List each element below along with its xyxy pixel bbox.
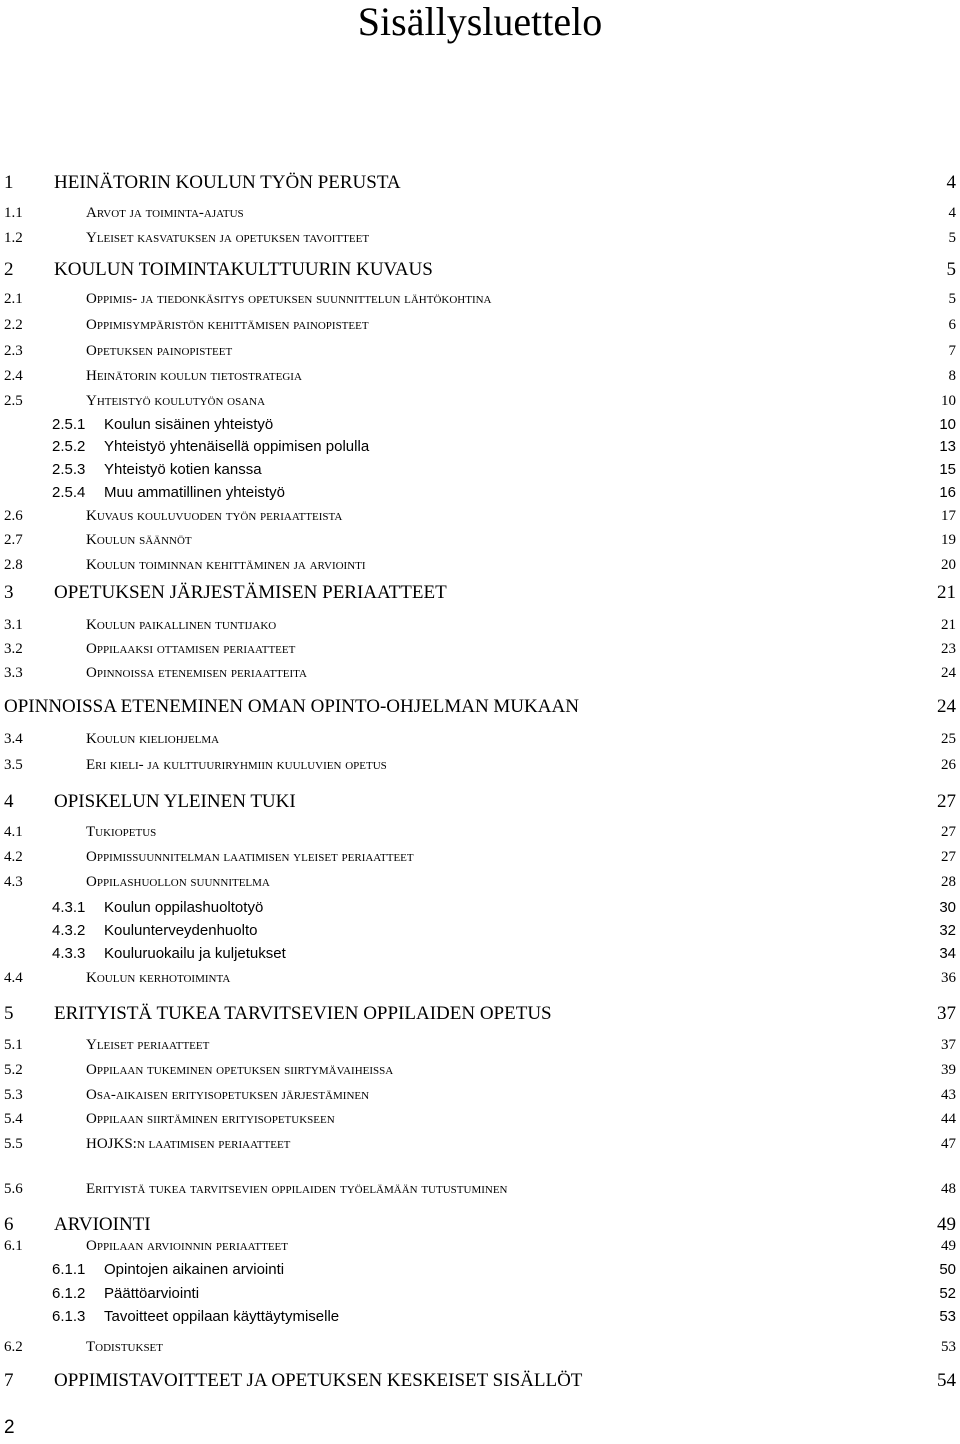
toc-entry-number: 1.1 <box>4 205 23 221</box>
toc-entry-number: 2.6 <box>4 508 23 524</box>
toc-entry[interactable] <box>4 849 956 871</box>
toc-entry-title: Yhteistyö yhtenäisellä oppimisen polulla <box>104 438 370 455</box>
toc-entry-title: Koulun kieliohjelma <box>86 731 220 747</box>
toc-entry-page: 5 <box>946 259 956 280</box>
toc-entry-page: 47 <box>941 1136 956 1152</box>
toc-entry-number: 2.5.2 <box>52 438 86 455</box>
toc-entry-number: 5.3 <box>4 1087 23 1103</box>
toc-entry-title: Oppimis- ja tiedonkäsitys opetuksen suunnittelun lähtökohtina <box>86 291 492 307</box>
toc-entry[interactable] <box>4 393 956 415</box>
toc-entry-page: 10 <box>939 416 956 433</box>
toc-entry-title: Tavoitteet oppilaan käyttäytymiselle <box>104 1308 340 1325</box>
toc-entry-number: 2.5.3 <box>52 461 86 478</box>
toc-entry-title: ERITYISTÄ TUKEA TARVITSEVIEN OPPILAIDEN OPETUS <box>54 1003 552 1024</box>
toc-entry-number: 3 <box>4 582 14 603</box>
toc-entry-title: Kuvaus kouluvuoden työn periaatteista <box>86 508 343 524</box>
toc-entry-page: 6 <box>948 317 956 333</box>
toc-entry-page: 26 <box>941 757 956 773</box>
toc-entry-number: 3.2 <box>4 641 23 657</box>
toc-entry-number: 2.7 <box>4 532 23 548</box>
toc-entry-number: 4.3.3 <box>52 945 86 962</box>
toc-entry[interactable] <box>4 922 956 944</box>
toc-entry-page: 44 <box>941 1111 956 1127</box>
toc-entry-number: 4 <box>4 791 14 812</box>
toc-entry[interactable] <box>4 1285 956 1307</box>
toc-entry[interactable] <box>4 899 956 921</box>
toc-entry[interactable] <box>4 874 956 896</box>
toc-entry-title: Opinnoissa etenemisen periaatteita <box>86 665 307 681</box>
toc-entry-title: Heinätorin koulun tietostrategia <box>86 368 302 384</box>
toc-entry-page: 17 <box>941 508 956 524</box>
toc-entry-title: Oppilashuollon suunnitelma <box>86 874 270 890</box>
toc-entry-number: 3.4 <box>4 731 23 747</box>
toc-entry[interactable] <box>4 757 956 779</box>
toc-entry[interactable] <box>4 291 956 313</box>
toc-entry-page: 21 <box>937 582 956 603</box>
toc-entry-page: 24 <box>941 665 956 681</box>
toc-entry-title: Osa-aikaisen erityisopetuksen järjestäminen <box>86 1087 370 1103</box>
toc-entry-page: 49 <box>937 1214 956 1235</box>
toc-entry[interactable] <box>4 461 956 483</box>
toc-entry-title: HEINÄTORIN KOULUN TYÖN PERUSTA <box>54 172 401 193</box>
toc-entry[interactable] <box>4 824 956 846</box>
toc-entry-page: 23 <box>941 641 956 657</box>
toc-entry[interactable] <box>4 1238 956 1260</box>
toc-entry-title: ARVIOINTI <box>54 1214 151 1235</box>
toc-entry-number: 5.4 <box>4 1111 23 1127</box>
toc-entry-title: OPPIMISTAVOITTEET JA OPETUKSEN KESKEISET SISÄLLÖT <box>54 1370 583 1391</box>
toc-entry-title: Päättöarviointi <box>104 1285 200 1302</box>
toc-entry-number: 2.5.4 <box>52 484 86 501</box>
toc-entry-page: 30 <box>939 899 956 916</box>
toc-entry[interactable] <box>4 259 956 281</box>
toc-entry-page: 28 <box>941 874 956 890</box>
toc-entry-page: 37 <box>941 1037 956 1053</box>
toc-entry[interactable] <box>4 1214 956 1236</box>
toc-entry[interactable] <box>4 970 956 992</box>
toc-entry-page: 32 <box>939 922 956 939</box>
toc-entry[interactable] <box>4 582 956 604</box>
toc-entry-title: Tukiopetus <box>86 824 157 840</box>
toc-entry-title: Koulun sisäinen yhteistyö <box>104 416 274 433</box>
toc-entry-title: Oppimissuunnitelman laatimisen yleiset periaatteet <box>86 849 414 865</box>
toc-entry-page: 37 <box>937 1003 956 1024</box>
toc-entry[interactable] <box>4 617 956 639</box>
toc-entry-page: 27 <box>941 849 956 865</box>
toc-entry-title: Koulun paikallinen tuntijako <box>86 617 277 633</box>
toc-entry[interactable] <box>4 172 956 194</box>
toc-entry[interactable] <box>4 1087 956 1109</box>
toc-entry-page: 43 <box>941 1087 956 1103</box>
toc-entry-page: 49 <box>941 1238 956 1254</box>
toc-entry-title: Yleiset kasvatuksen ja opetuksen tavoitteet <box>86 230 370 246</box>
toc-entry-number: 6.1.3 <box>52 1308 86 1325</box>
toc-entry-page: 15 <box>939 461 956 478</box>
toc-entry-title: OPISKELUN YLEINEN TUKI <box>54 791 296 812</box>
toc-entry-number: 2.1 <box>4 291 23 307</box>
toc-entry-page: 25 <box>941 731 956 747</box>
toc-entry-page: 5 <box>948 291 956 307</box>
toc-entry[interactable] <box>4 484 956 506</box>
toc-entry-title: OPETUKSEN JÄRJESTÄMISEN PERIAATTEET <box>54 582 447 603</box>
toc-entry[interactable] <box>4 945 956 967</box>
toc-entry-title: Kouluruokailu ja kuljetukset <box>104 945 286 962</box>
toc-entry[interactable] <box>4 317 956 339</box>
toc-entry-number: 2.5.1 <box>52 416 86 433</box>
toc-entry-title: Oppilaan siirtäminen erityisopetukseen <box>86 1111 335 1127</box>
toc-entry-title: Oppimisympäristön kehittämisen painopisteet <box>86 317 369 333</box>
toc-entry[interactable] <box>4 791 956 813</box>
toc-entry-page: 48 <box>941 1181 956 1197</box>
toc-entry-number: 4.3.1 <box>52 899 86 916</box>
toc-entry-number: 2 <box>4 259 14 280</box>
toc-entry[interactable] <box>4 416 956 438</box>
toc-entry-page: 4 <box>948 205 956 221</box>
toc-entry[interactable] <box>4 532 956 554</box>
toc-entry-page: 13 <box>939 438 956 455</box>
toc-entry-number: 4.2 <box>4 849 23 865</box>
toc-entry[interactable] <box>4 1136 956 1158</box>
toc-entry-number: 6.2 <box>4 1339 23 1355</box>
toc-entry[interactable] <box>4 230 956 252</box>
toc-entry-title: Yleiset periaatteet <box>86 1037 210 1053</box>
toc-entry-page: 16 <box>939 484 956 501</box>
toc-entry-number: 2.2 <box>4 317 23 333</box>
toc-entry-page: 19 <box>941 532 956 548</box>
toc-entry-title: Koulun oppilashuoltotyö <box>104 899 264 916</box>
toc-entry-number: 6.1.2 <box>52 1285 86 1302</box>
toc-entry-title: Muu ammatillinen yhteistyö <box>104 484 285 501</box>
toc-entry-title: Arvot ja toiminta-ajatus <box>86 205 244 221</box>
toc-entry-number: 2.8 <box>4 557 23 573</box>
toc-entry[interactable] <box>4 731 956 753</box>
toc-entry[interactable] <box>4 641 956 663</box>
toc-entry-number: 5.6 <box>4 1181 23 1197</box>
toc-entry-title: Koulunterveydenhuolto <box>104 922 258 939</box>
toc-entry-number: 5.5 <box>4 1136 23 1152</box>
toc-entry[interactable] <box>4 1037 956 1059</box>
toc-entry[interactable] <box>4 343 956 365</box>
toc-entry-title: Koulun toiminnan kehittäminen ja arviointi <box>86 557 366 573</box>
toc-entry-number: 2.5 <box>4 393 23 409</box>
toc-entry-page: 10 <box>941 393 956 409</box>
toc-entry[interactable] <box>4 1339 956 1361</box>
toc-entry-title: Oppilaaksi ottamisen periaatteet <box>86 641 296 657</box>
toc-entry[interactable] <box>4 665 956 687</box>
toc-entry-number: 5.2 <box>4 1062 23 1078</box>
toc-entry-number: 6 <box>4 1214 14 1235</box>
toc-entry-title: HOJKS:n laatimisen periaatteet <box>86 1136 291 1152</box>
toc-entry-title: Yhteistyö koulutyön osana <box>86 393 266 409</box>
toc-entry-number: 1.2 <box>4 230 23 246</box>
toc-entry-title: Opintojen aikainen arviointi <box>104 1261 285 1278</box>
toc-entry-number: 4.3.2 <box>52 922 86 939</box>
toc-entry-page: 7 <box>948 343 956 359</box>
toc-entry-title: KOULUN TOIMINTAKULTTUURIN KUVAUS <box>54 259 433 280</box>
toc-entry-number: 4.4 <box>4 970 23 986</box>
toc-entry-title: Oppilaan arvioinnin periaatteet <box>86 1238 288 1254</box>
toc-entry-title: Yhteistyö kotien kanssa <box>104 461 262 478</box>
toc-entry-number: 7 <box>4 1370 14 1391</box>
toc-entry-page: 21 <box>941 617 956 633</box>
toc-entry-title: Oppilaan tukeminen opetuksen siirtymävaiheissa <box>86 1062 394 1078</box>
page-number: 2 <box>4 1417 15 1438</box>
toc-entry[interactable] <box>4 368 956 390</box>
toc-entry-page: 27 <box>937 791 956 812</box>
toc-entry-page: 53 <box>941 1339 956 1355</box>
toc-entry-page: 5 <box>948 230 956 246</box>
toc-entry-number: 3.3 <box>4 665 23 681</box>
toc-entry[interactable] <box>4 557 956 579</box>
toc-entry-title: OPINNOISSA ETENEMINEN OMAN OPINTO-OHJELMAN MUKAAN <box>4 696 579 717</box>
toc-entry[interactable] <box>4 205 956 227</box>
toc-entry-number: 5.1 <box>4 1037 23 1053</box>
toc-entry-page: 27 <box>941 824 956 840</box>
toc-entry-page: 50 <box>939 1261 956 1278</box>
toc-entry-page: 53 <box>939 1308 956 1325</box>
toc-entry-page: 52 <box>939 1285 956 1302</box>
toc-entry[interactable] <box>4 1111 956 1133</box>
toc-entry-page: 8 <box>948 368 956 384</box>
toc-entry-title: Koulun kerhotoiminta <box>86 970 231 986</box>
toc-entry[interactable] <box>4 696 956 718</box>
toc-entry[interactable] <box>4 438 956 460</box>
toc-entry-number: 5 <box>4 1003 14 1024</box>
toc-entry-title: Erityistä tukea tarvitsevien oppilaiden työelämään tutustuminen <box>86 1181 508 1197</box>
toc-entry-number: 1 <box>4 172 14 193</box>
toc-entry-number: 3.1 <box>4 617 23 633</box>
toc-entry-page: 39 <box>941 1062 956 1078</box>
toc-entry-page: 36 <box>941 970 956 986</box>
toc-entry-number: 2.4 <box>4 368 23 384</box>
toc-entry-number: 6.1 <box>4 1238 23 1254</box>
toc-entry-title: Opetuksen painopisteet <box>86 343 233 359</box>
toc-entry-page: 4 <box>946 172 956 193</box>
toc-entry[interactable] <box>4 508 956 530</box>
toc-entry-title: Todistukset <box>86 1339 163 1355</box>
toc-entry-page: 34 <box>939 945 956 962</box>
toc-entry-page: 54 <box>937 1370 956 1391</box>
toc-entry-number: 6.1.1 <box>52 1261 86 1278</box>
page-title: Sisällysluettelo <box>357 0 603 44</box>
toc-entry[interactable] <box>4 1308 956 1330</box>
toc-entry[interactable] <box>4 1261 956 1283</box>
toc-entry-title: Eri kieli- ja kulttuuriryhmiin kuuluvien opetus <box>86 757 387 773</box>
toc-entry-page: 20 <box>941 557 956 573</box>
toc-entry-number: 4.1 <box>4 824 23 840</box>
toc-entry-number: 4.3 <box>4 874 23 890</box>
toc-entry-page: 24 <box>937 696 956 717</box>
toc-entry[interactable] <box>4 1003 956 1025</box>
toc-entry-number: 2.3 <box>4 343 23 359</box>
toc-entry[interactable] <box>4 1181 956 1203</box>
toc-entry-title: Koulun säännöt <box>86 532 192 548</box>
toc-entry[interactable] <box>4 1062 956 1084</box>
toc-entry[interactable] <box>4 1370 956 1392</box>
toc-entry-number: 3.5 <box>4 757 23 773</box>
